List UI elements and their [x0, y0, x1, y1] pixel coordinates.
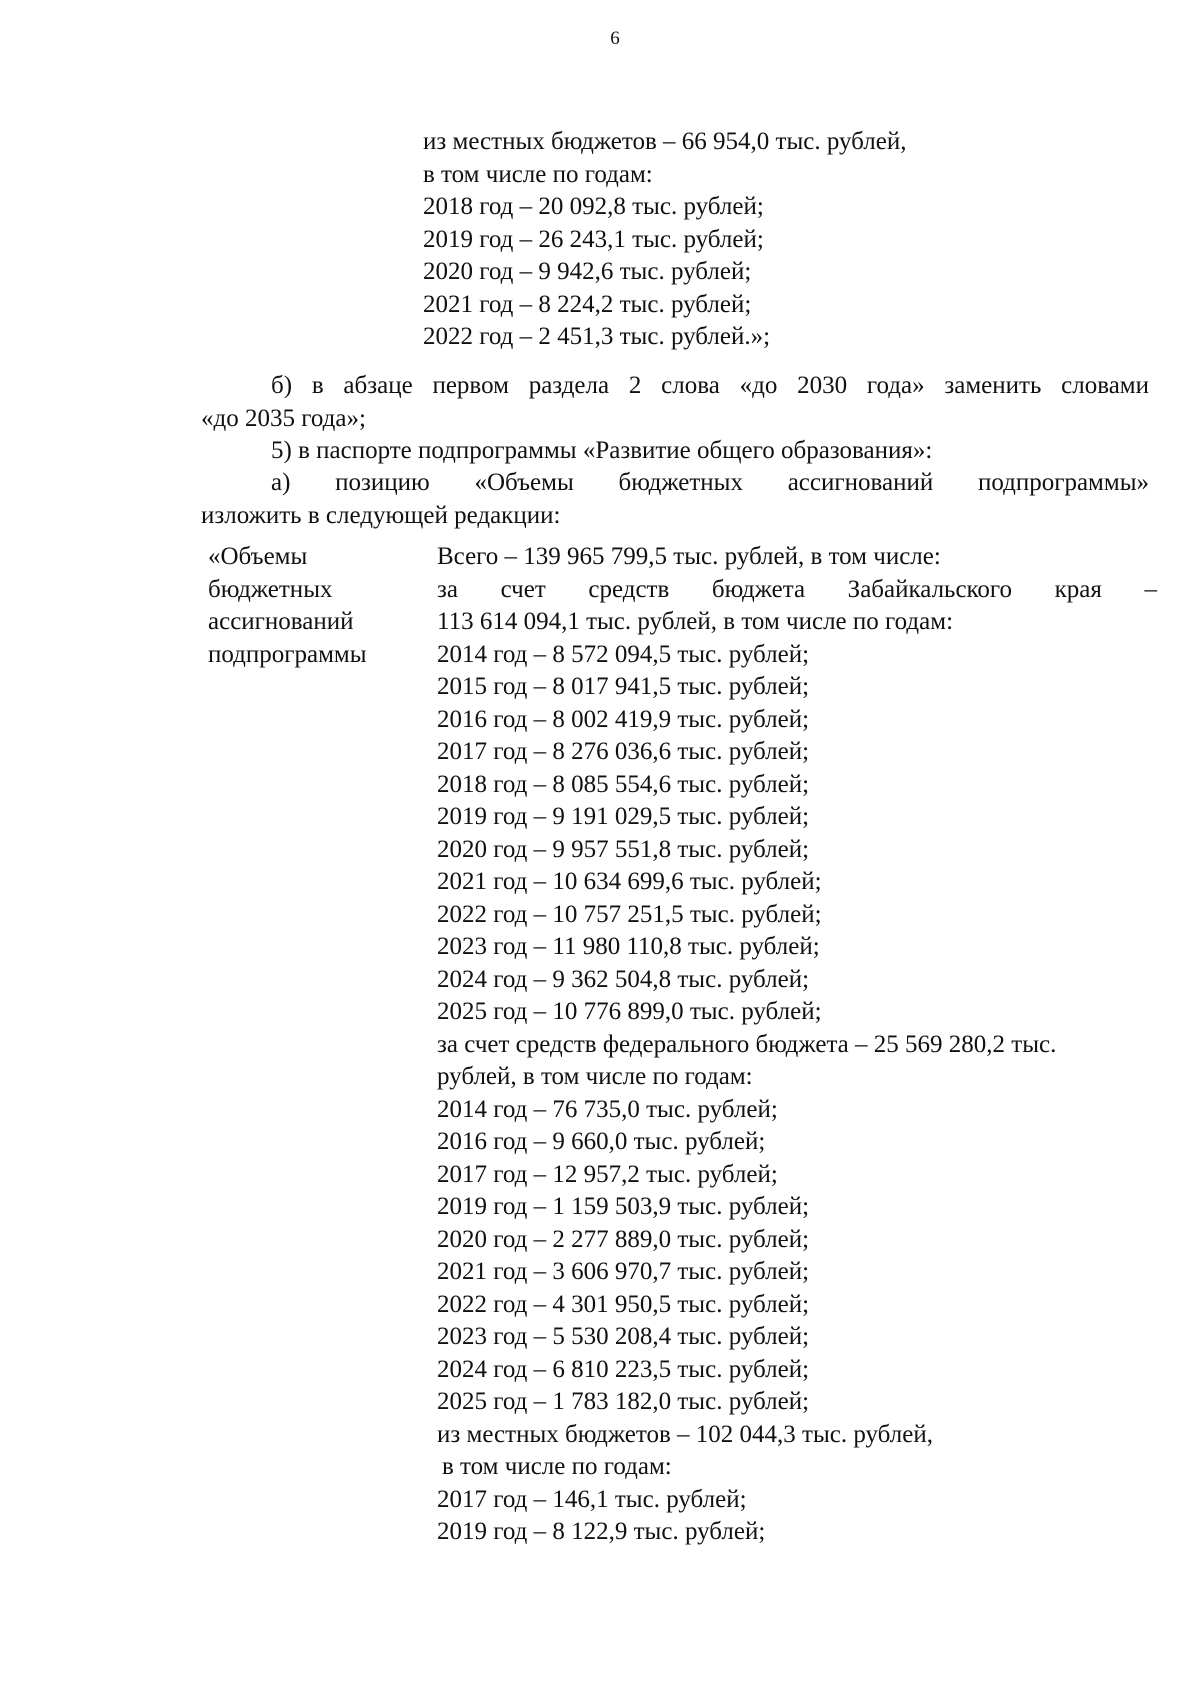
page-number: 6	[610, 28, 620, 49]
paragraph-b-line2: «до 2035 года»;	[201, 404, 366, 432]
federal-year-line: 2023 год – 5 530 208,4 тыс. рублей;	[437, 1323, 810, 1350]
text-line: в том числе по годам:	[423, 160, 653, 188]
text-line: 2021 год – 8 224,2 тыс. рублей;	[423, 290, 752, 318]
federal-years-list	[437, 1094, 1161, 1419]
federal-year-line: 2021 год – 3 606 970,7 тыс. рублей;	[437, 1258, 810, 1285]
regional-year-line: 2022 год – 10 757 251,5 тыс. рублей;	[437, 900, 822, 928]
regional-heading-line2: 113 614 094,1 тыс. рублей, в том числе по годам:	[437, 608, 954, 635]
text-line: из местных бюджетов – 66 954,0 тыс. рублей,	[423, 128, 907, 155]
regional-years-list	[437, 639, 1161, 1029]
federal-year-line: 2019 год – 1 159 503,9 тыс. рублей;	[437, 1193, 810, 1220]
regional-year-line: 2023 год – 11 980 110,8 тыс. рублей;	[437, 933, 820, 960]
paragraph-5-line: 5) в паспорте подпрограммы «Развитие общего образования»:	[271, 437, 933, 464]
paragraph-b-line1: б) в абзаце первом раздела 2 слова «до 2030 года» заменить словами	[271, 372, 1149, 399]
regional-year-line: 2016 год – 8 002 419,9 тыс. рублей;	[437, 705, 810, 733]
federal-year-line: 2016 год – 9 660,0 тыс. рублей;	[437, 1128, 766, 1155]
paragraph-b	[201, 370, 1149, 435]
table-value-cell	[437, 541, 1161, 1549]
text-line: 2018 год – 20 092,8 тыс. рублей;	[423, 193, 764, 220]
local-year-line: 2017 год – 146,1 тыс. рублей;	[437, 1485, 747, 1513]
paragraph-a-line2: изложить в следующей редакции:	[201, 501, 561, 529]
text-line: 2019 год – 26 243,1 тыс. рублей;	[423, 225, 764, 253]
local-year-line: 2019 год – 8 122,9 тыс. рублей;	[437, 1518, 766, 1545]
local-heading-line2: в том числе по годам:	[442, 1453, 672, 1480]
paragraph-a-line1: а) позицию «Объемы бюджетных ассигнований подпрограммы»	[271, 469, 1149, 496]
regional-year-line: 2017 год – 8 276 036,6 тыс. рублей;	[437, 738, 810, 765]
paragraph-a	[201, 467, 1149, 532]
text-line: 2020 год – 9 942,6 тыс. рублей;	[423, 258, 752, 285]
regional-year-line: 2025 год – 10 776 899,0 тыс. рублей;	[437, 998, 822, 1025]
regional-heading-line1: за счет средств бюджета Забайкальского края –	[437, 575, 1157, 603]
federal-year-line: 2017 год – 12 957,2 тыс. рублей;	[437, 1160, 778, 1188]
paragraph-5	[201, 435, 1149, 468]
local-budget-block	[423, 126, 906, 354]
federal-year-line: 2014 год – 76 735,0 тыс. рублей;	[437, 1095, 778, 1123]
regional-year-line: 2024 год – 9 362 504,8 тыс. рублей;	[437, 965, 810, 993]
regional-year-line: 2018 год – 8 085 554,6 тыс. рублей;	[437, 770, 810, 798]
federal-year-line: 2020 год – 2 277 889,0 тыс. рублей;	[437, 1225, 810, 1253]
text-line: 2022 год – 2 451,3 тыс. рублей.»;	[423, 323, 771, 350]
table-label-cell	[208, 541, 367, 671]
federal-year-line: 2024 год – 6 810 223,5 тыс. рублей;	[437, 1355, 810, 1383]
regional-year-line: 2021 год – 10 634 699,6 тыс. рублей;	[437, 868, 822, 895]
label-line: бюджетных	[208, 575, 333, 603]
local-years-list	[437, 1484, 1161, 1549]
label-line: «Объемы	[208, 543, 308, 570]
federal-heading-line2: рублей, в том числе по годам:	[437, 1063, 753, 1090]
regional-year-line: 2019 год – 9 191 029,5 тыс. рублей;	[437, 803, 810, 830]
total-line: Всего – 139 965 799,5 тыс. рублей, в том числе:	[437, 543, 941, 570]
local-heading-line1: из местных бюджетов – 102 044,3 тыс. рублей,	[437, 1420, 933, 1448]
label-line: ассигнований	[208, 608, 354, 635]
federal-year-line: 2025 год – 1 783 182,0 тыс. рублей;	[437, 1388, 810, 1415]
label-line: подпрограммы	[208, 640, 367, 668]
federal-heading-line1: за счет средств федерального бюджета – 25 569 280,2 тыс.	[437, 1030, 1057, 1058]
regional-year-line: 2015 год – 8 017 941,5 тыс. рублей;	[437, 673, 810, 700]
regional-year-line: 2020 год – 9 957 551,8 тыс. рублей;	[437, 835, 810, 863]
federal-year-line: 2022 год – 4 301 950,5 тыс. рублей;	[437, 1290, 810, 1318]
regional-year-line: 2014 год – 8 572 094,5 тыс. рублей;	[437, 640, 810, 668]
